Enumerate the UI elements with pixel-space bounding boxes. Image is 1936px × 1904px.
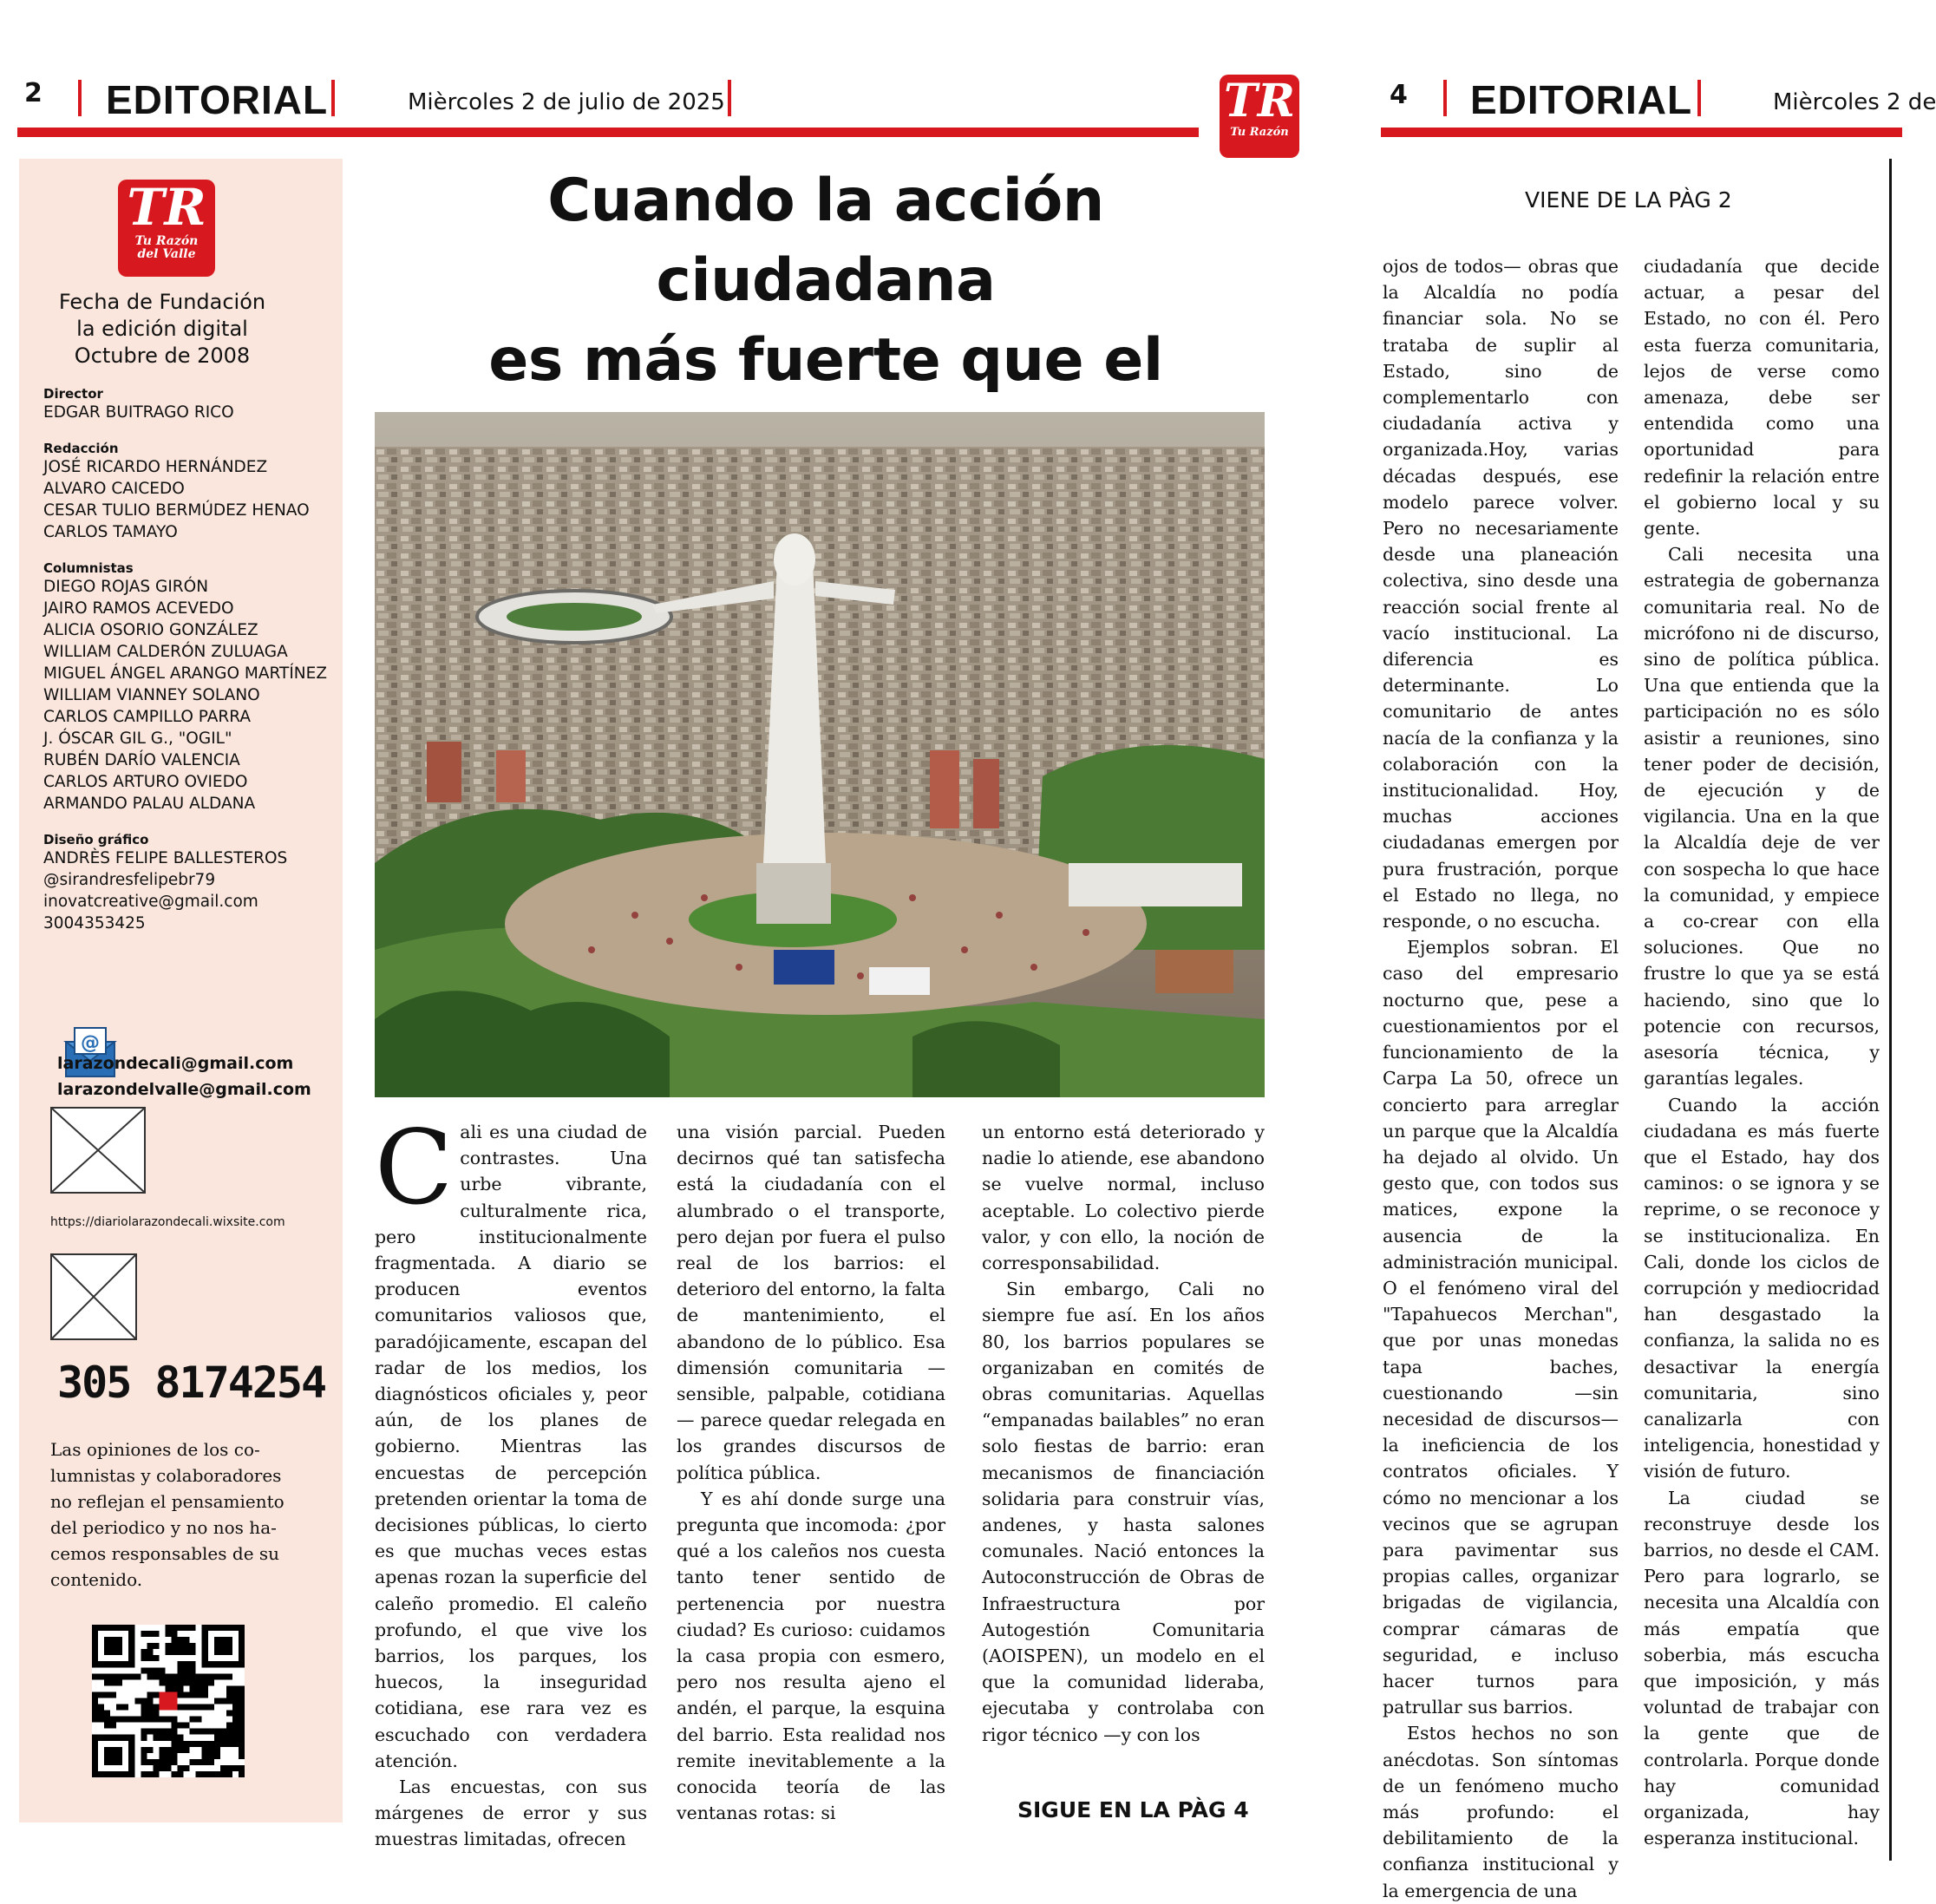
contact-email[interactable]: larazondecali@gmail.com xyxy=(57,1054,294,1073)
placeholder-image xyxy=(50,1107,146,1194)
staff-name: ARMANDO PALAU ALDANA xyxy=(43,795,256,813)
staff-list xyxy=(43,386,338,934)
contact-emails xyxy=(57,1050,311,1102)
header-divider xyxy=(728,80,731,116)
staff-name: WILLIAM VIANNEY SOLANO xyxy=(43,686,260,704)
header-divider xyxy=(1443,80,1447,116)
issue-date: Mièrcoles 2 de julio de 2025 xyxy=(408,89,725,115)
continuation-column-b xyxy=(1644,253,1880,1851)
staff-name: EDGAR BUITRAGO RICO xyxy=(43,403,234,422)
page-number: 4 xyxy=(1390,80,1408,110)
article-paragraph: Cali necesita una estrategia de gobernanza comunitaria real. No de micrófono ni de discurso, sino de política pública. Una que entienda que la participación no es sólo asistir a reuniones, sino tener poder de decisión, de ejecución y de vigilancia. Una en la que la Alcaldía deje de ver con sospecha lo que hace la comunidad, y empiece a co-crear con ella soluciones. Que no frustre lo que ya se está haciendo, sino que lo potencie con recursos, asesoría técnica, y garantías legales. xyxy=(1644,544,1880,1089)
article-headline: Cuando la acción ciudadana es más fuerte que el xyxy=(488,167,1163,395)
article-column-3 xyxy=(982,1119,1265,1748)
section-title: EDITORIAL xyxy=(1470,77,1693,122)
page-edge-rule xyxy=(1889,159,1892,1861)
issue-date: Mièrcoles 2 de xyxy=(1773,89,1936,115)
article-paragraph: un entorno está deteriorado y nadie lo atiende, ese abandono se vuelve normal, incluso aceptable. Lo colectivo pierde valor, y con ello, la noción de corresponsabilidad. xyxy=(982,1122,1265,1274)
article-paragraph: Cuando la acción ciudadana es más fuerte que el Estado, hay dos caminos: o se ignora y se reprime, o se reconoce y se institucionaliza. En Cali, donde los ciclos de corrupción y mediocridad han desgastado la confianza, la salida no es desactivar la energía comunitaria, sino canalizarla con inteligencia, honestidad y visión de futuro. xyxy=(1644,1094,1880,1482)
phone-number: 305 8174254 xyxy=(57,1358,326,1408)
staff-role: Director xyxy=(43,386,103,402)
article-paragraph: ojos de todos— obras que la Alcaldía no podía financiar sola. No se trataba de suplir al Estado, sino de complementarlo con ciudadanía activa y organizada.Hoy, varias décadas después, ese modelo parece volver. Pero no necesariamente desde una planeación colectiva, sino desde una reacción social frente al vacío institucional. La diferencia es determinante. Lo comunitario de antes nacía de la confianza y la colaboración con la institucionalidad. Hoy, muchas acciones ciudadanas emergen por pura frustración, porque el Estado no llega, no responde, o no escucha. xyxy=(1383,256,1619,932)
staff-name: CARLOS CAMPILLO PARRA xyxy=(43,708,252,726)
header-divider xyxy=(331,80,335,116)
newspaper-logo: TR Tu Razón xyxy=(1220,75,1299,158)
disclaimer: Las opiniones de los co- lumnistas y colaboradores no reflejan el pensamiento del periodico y no nos ha- cemos responsables de su contenido. xyxy=(50,1439,285,1590)
continuation-column-a xyxy=(1383,253,1619,1904)
staff-role: Diseño gráfico xyxy=(43,832,149,847)
staff-name: MIGUEL ÁNGEL ARANGO MARTÍNEZ xyxy=(43,664,327,683)
article-paragraph: Y es ahí donde surge una pregunta que incomoda: ¿por qué a los caleños nos cuesta tanto tener sentido de pertenencia por nuestra ciudad? Es curioso: cuidamos la casa propia con esmero, pero nos resulta ajeno el andén, el parque, la esquina del barrio. Esta realidad nos remite inevitablemente a la conocida teoría de las ventanas rotas: si xyxy=(677,1488,945,1824)
masthead-sidebar xyxy=(19,159,343,1822)
staff-role: Redacción xyxy=(43,441,119,456)
staff-name: J. ÓSCAR GIL G., "OGIL" xyxy=(43,730,232,748)
qr-code-icon xyxy=(92,1625,245,1777)
staff-name: 3004353425 xyxy=(43,914,146,932)
page-number: 2 xyxy=(24,78,43,108)
staff-name: CESAR TULIO BERMÚDEZ HENAO xyxy=(43,501,310,520)
staff-name: ALVARO CAICEDO xyxy=(43,480,185,498)
sidebar-logo: TR Tu Razón del Valle xyxy=(118,180,215,277)
founding-info: Fecha de Fundación la edición digital Octubre de 2008 xyxy=(58,290,266,368)
contact-email[interactable]: larazondelvalle@gmail.com xyxy=(57,1080,311,1099)
article-paragraph: La ciudad se reconstruye desde los barrios, no desde el CAM. Pero para lograrlo, se necesita una Alcaldía con más empatía que soberbia, más escucha que imposición, y más voluntad de trabajar con la gente que de controlarla. Porque donde hay comunidad organizada, hay esperanza institucional. xyxy=(1644,1487,1880,1849)
staff-name: RUBÉN DARÍO VALENCIA xyxy=(43,751,240,769)
continued-to-label: SIGUE EN LA PÀG 4 xyxy=(1017,1797,1249,1822)
article-paragraph: ciudadanía que decide actuar, a pesar del Estado, no con él. Pero esta fuerza comunitaria, lejos de verse como amenaza, debe ser entendida como una oportunidad para redefinir la relación entre el gobierno local y su gente. xyxy=(1644,256,1880,540)
header-divider xyxy=(1697,80,1701,116)
article-paragraph: Las encuestas, con sus márgenes de error y sus muestras limitadas, ofrecen xyxy=(375,1776,647,1850)
drop-cap: C xyxy=(375,1108,454,1227)
svg-text:@: @ xyxy=(81,1032,100,1054)
header-rule xyxy=(17,128,1199,137)
staff-name: WILLIAM CALDERÓN ZULUAGA xyxy=(43,643,288,661)
header-divider xyxy=(78,80,82,116)
staff-name: JAIRO RAMOS ACEVEDO xyxy=(43,599,234,618)
continued-from-label: VIENE DE LA PÀG 2 xyxy=(1525,187,1732,213)
article-column-1 xyxy=(375,1108,647,1853)
placeholder-image xyxy=(50,1253,137,1340)
website-link[interactable]: https://diariolarazondecali.wixsite.com xyxy=(50,1215,285,1229)
staff-name: JOSÉ RICARDO HERNÁNDEZ xyxy=(43,458,268,476)
staff-name: inovatcreative@gmail.com xyxy=(43,893,258,911)
article-paragraph: ali es una ciudad de contrastes. Una urbe vibrante, culturalmente rica, pero institucionalmente fragmentada. A diario se producen eventos comunitarios valiosos que, paradójicamente, escapan del radar de los medios, los diagnósticos oficiales y, peor aún, de los planes de gobierno. Mientras las encuestas de percepción pretenden orientar la toma de decisiones públicas, lo cierto es que muchas veces estas apenas rozan la superficie del caleño promedio. El caleño profundo, el que vive los barrios, los parques, los huecos, la inseguridad cotidiana, ese rara vez es escuchado con verdadera atención. xyxy=(375,1122,647,1771)
staff-name: CARLOS TAMAYO xyxy=(43,523,178,541)
article-paragraph: Ejemplos sobran. El caso del empresario nocturno que, pese a cuestionamientos por el funcionamiento de la Carpa La 50, ofrece un concierto para arreglar un parque que la Alcaldía ha dejado al olvido. Un gesto que, con todos sus matices, expone la ausencia de la administración municipal. O el fenómeno viral del "Tapahuecos Merchan", que por unas monedas tapa baches, cuestionando —sin necesidad de discursos— la ineficiencia de los contratos oficiales. Y cómo no mencionar a los vecinos que se agrupan para pavimentar sus propias calles, organizar brigadas de vigilancia, comprar cámaras de seguridad, e incluso hacer turnos para patrullar sus barrios. xyxy=(1383,937,1619,1718)
staff-name: ALICIA OSORIO GONZÁLEZ xyxy=(43,621,258,639)
article-paragraph: Estos hechos no son anécdotas. Son síntomas de un fenómeno mucho más profundo: el debilitamiento de la confianza institucional y la emergencia de una xyxy=(1383,1723,1619,1901)
staff-name: ANDRÈS FELIPE BALLESTEROS xyxy=(43,849,288,867)
header-rule xyxy=(1381,128,1902,137)
staff-name: DIEGO ROJAS GIRÓN xyxy=(43,578,209,596)
staff-name: @sirandresfelipebr79 xyxy=(43,871,216,889)
section-title: EDITORIAL xyxy=(106,77,329,122)
staff-name: CARLOS ARTURO OVIEDO xyxy=(43,773,248,791)
article-photo xyxy=(375,412,1265,1097)
article-paragraph: Sin embargo, Cali no siempre fue así. En los años 80, los barrios populares se organizaban en comités de obras comunitarias. Aquellas “empanadas bailables” no eran solo fiestas de barrio: eran mecanismos de financiación solidaria para construir vías, andenes, y hasta salones comunales. Nació entonces la Autoconstrucción de Obras de Infraestructura por Autogestión Comunitaria (AOISPEN), un modelo en el que la comunidad lideraba, ejecutaba y controlaba con rigor técnico —y con los xyxy=(982,1279,1265,1745)
article-column-2 xyxy=(677,1119,945,1826)
article-paragraph: una visión parcial. Pueden decirnos qué tan satisfecha está la ciudadanía con el alumbrado o el transporte, pero dejan por fuera el pulso real de los barrios: el deterioro del entorno, la falta de mantenimiento, el abandono de lo público. Esa dimensión comunitaria —sensible, palpable, cotidiana— parece quedar relegada en los grandes discursos de política pública. xyxy=(677,1122,945,1483)
staff-role: Columnistas xyxy=(43,560,134,576)
